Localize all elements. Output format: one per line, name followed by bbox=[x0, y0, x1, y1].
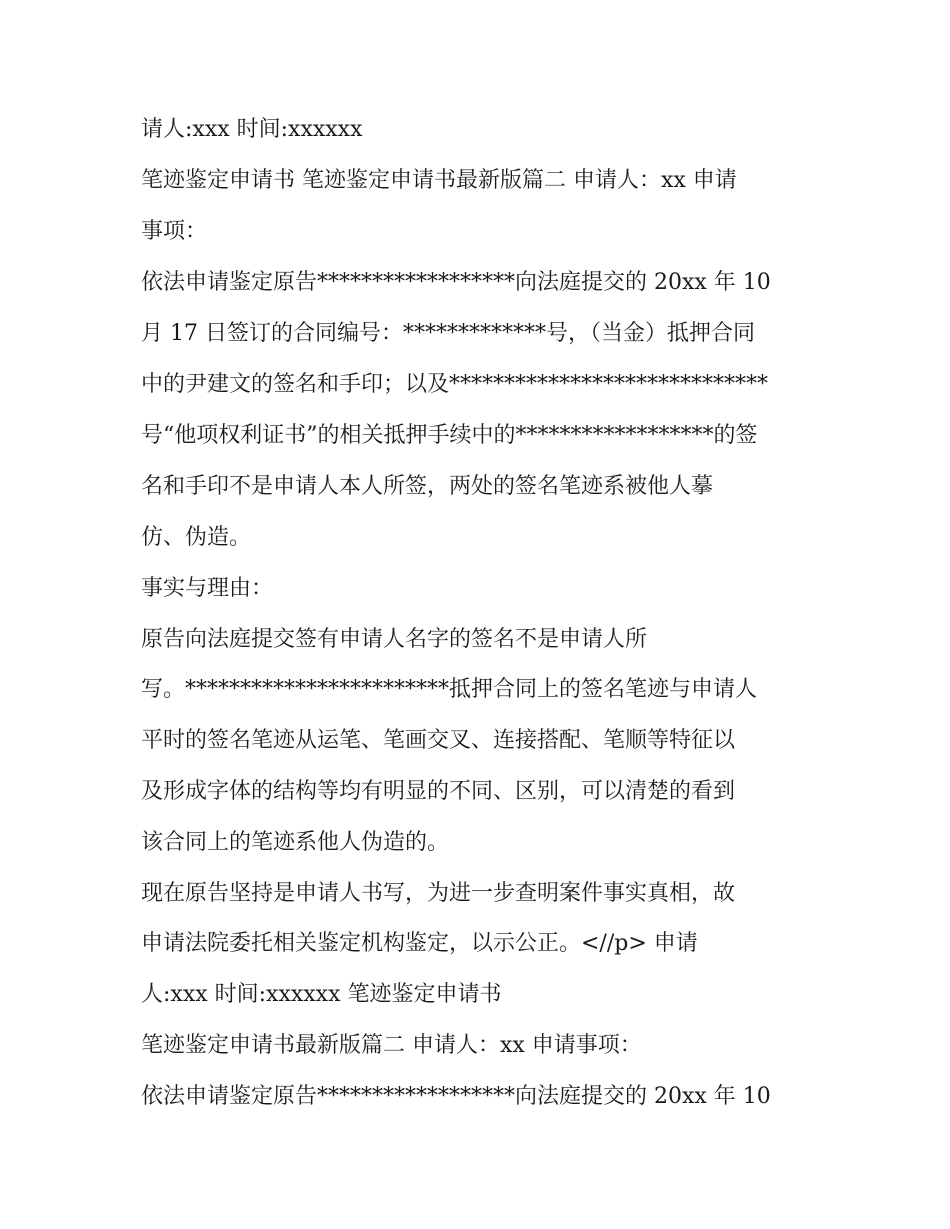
text-line: 名和手印不是申请人本人所签，两处的签名笔迹系被他人摹 bbox=[141, 474, 714, 499]
text-line: 仿、伪造。 bbox=[141, 525, 252, 550]
text-line: 中的尹建文的签名和手印；以及***************************** bbox=[141, 372, 769, 397]
text-line: 笔迹鉴定申请书最新版篇二 申请人：xx 申请事项： bbox=[141, 1033, 642, 1059]
section-heading: 事实与理由： bbox=[141, 576, 274, 601]
text-line: 依法申请鉴定原告******************向法庭提交的 20xx 年 10 bbox=[141, 270, 771, 295]
text-line: 号“他项权利证书”的相关抵押手续中的******************的签 bbox=[141, 423, 758, 448]
text-line: 依法申请鉴定原告******************向法庭提交的 20xx 年 10 bbox=[141, 1084, 771, 1110]
text-line: 写。************************抵押合同上的签名笔迹与申请人 bbox=[141, 677, 758, 702]
document-body bbox=[141, 104, 821, 1123]
text-line: 现在原告坚持是申请人书写，为进一步查明案件事实真相，故 bbox=[141, 880, 736, 906]
text-line: 月 17 日签订的合同编号：*************号，（当金）抵押合同 bbox=[141, 321, 755, 346]
text-line: 及形成字体的结构等均有明显的不同、区别，可以清楚的看到 bbox=[141, 778, 736, 804]
text-line: 原告向法庭提交签有申请人名字的签名不是申请人所 bbox=[141, 627, 648, 652]
text-line: 该合同上的笔迹系他人伪造的。 bbox=[141, 829, 450, 855]
text-line: 笔迹鉴定申请书 笔迹鉴定申请书最新版篇二 申请人：xx 申请 bbox=[141, 168, 737, 193]
text-line: 人:xxx 时间:xxxxxx 笔迹鉴定申请书 bbox=[141, 982, 502, 1008]
text-line: 事项： bbox=[141, 219, 208, 244]
text-line: 平时的签名笔迹从运笔、笔画交叉、连接搭配、笔顺等特征以 bbox=[141, 727, 736, 753]
text-line: 请人:xxx 时间:xxxxxx bbox=[141, 117, 363, 142]
text-line: 申请法院委托相关鉴定机构鉴定，以示公正。<//p> 申请 bbox=[141, 931, 698, 957]
